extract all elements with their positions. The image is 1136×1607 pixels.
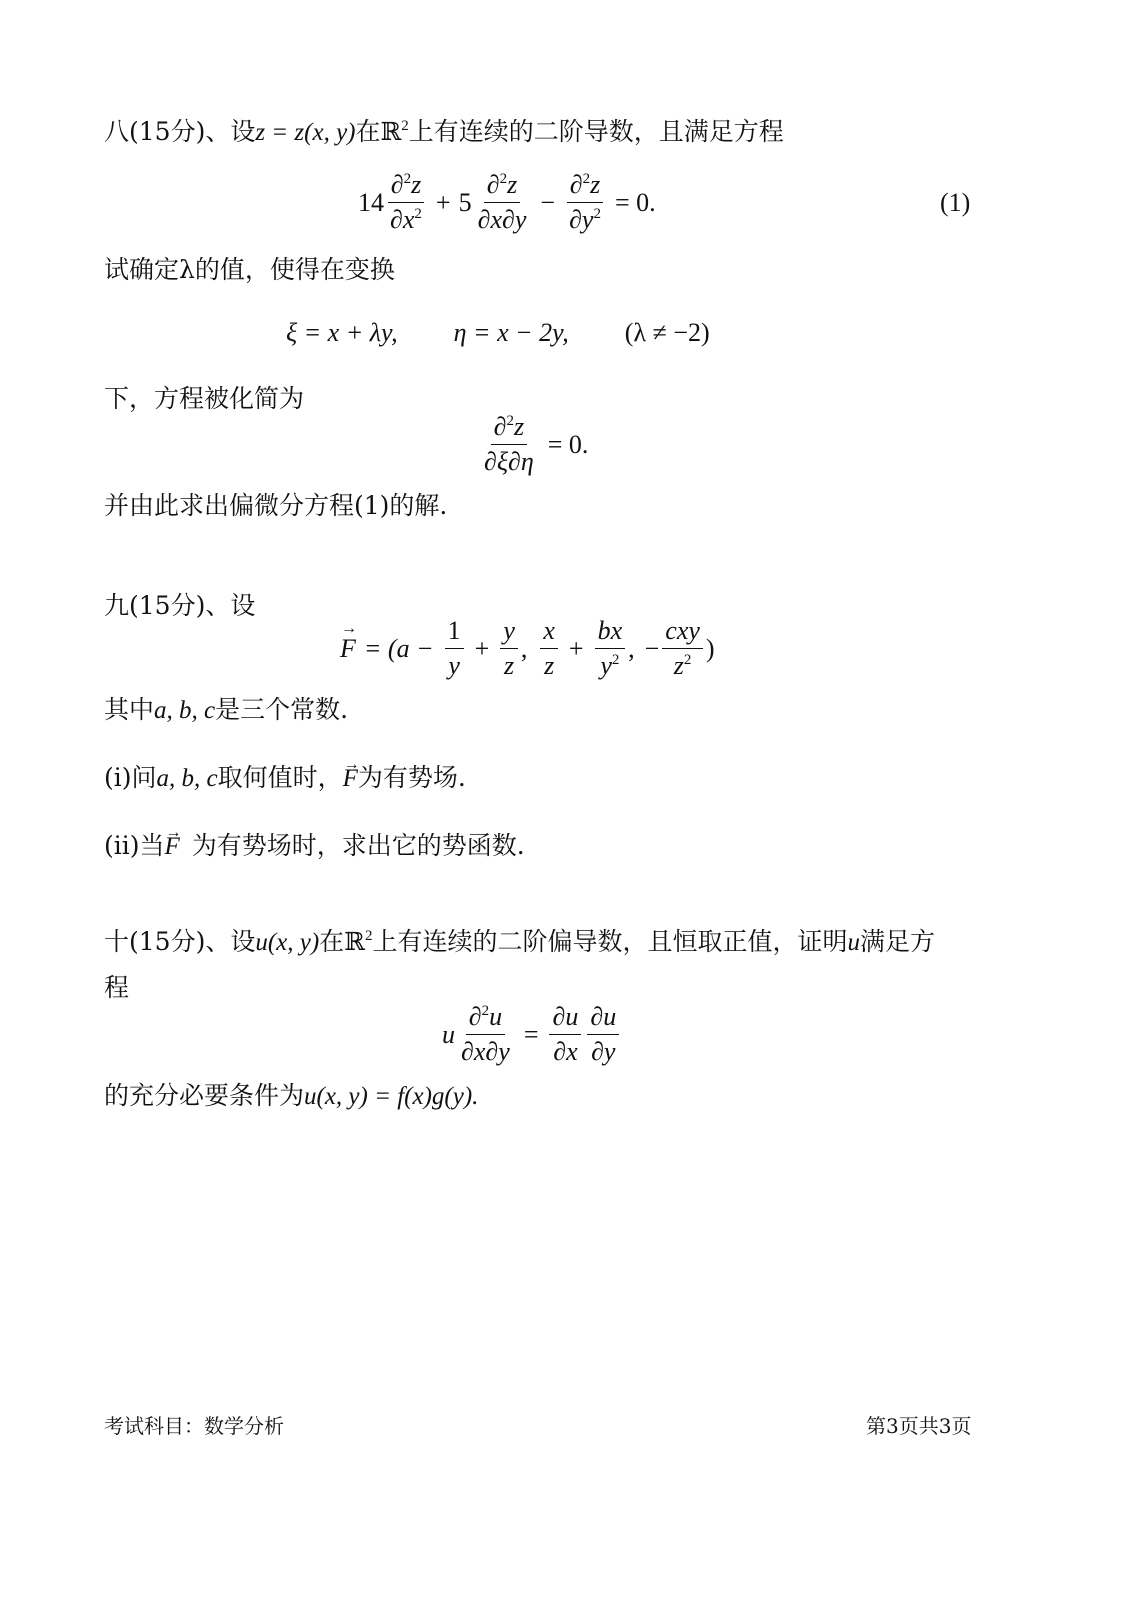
problem-8-line-2: 试确定λ的值，使得在变换 xyxy=(104,255,395,284)
partial-symbol: ∂ xyxy=(501,205,515,234)
numerator: bx xyxy=(595,616,626,649)
fraction-d2z-dxdy: $\frac{\partial^2z}{\partial x\partial y}$ xyxy=(477,170,527,234)
var-x: x xyxy=(490,205,502,234)
vector-F: → F xyxy=(340,634,356,664)
fraction-d2z-dx2: $\frac{\partial^2z}{\partial x^2}$ xyxy=(387,170,425,235)
real-space-symbol: ℝ xyxy=(380,119,402,146)
fraction-d2u-dxdy: $\frac{\partial^2u}{\partial x\partial y}$ xyxy=(461,1002,510,1066)
var-y: y xyxy=(603,1037,616,1066)
partial-symbol: ∂ xyxy=(477,205,491,234)
denominator: ∂ξ∂η xyxy=(484,447,534,476)
equals-zero: = 0. xyxy=(614,187,656,217)
var-u: u xyxy=(847,929,860,956)
question-i xyxy=(104,762,466,795)
var-y: y xyxy=(581,205,594,234)
equals-zero: = 0. xyxy=(547,429,589,459)
var-x: x xyxy=(473,1037,486,1066)
problem-8-header: 八(15分)、设 xyxy=(104,117,256,146)
field-open: = (a − xyxy=(363,633,434,663)
text: 为有势场. xyxy=(357,763,466,792)
var-z: z xyxy=(411,170,422,199)
fraction-du-dx xyxy=(549,1002,581,1067)
text: 的充分必要条件为 xyxy=(104,1081,305,1110)
text: (ii)当 xyxy=(104,831,165,860)
partial-symbol: ∂ xyxy=(486,170,500,199)
simplified-equation xyxy=(478,412,596,477)
text: 取何值时， xyxy=(217,763,343,792)
text-in: 在 xyxy=(319,927,345,956)
numerator: x xyxy=(540,616,558,649)
var-z: z xyxy=(590,170,601,199)
eta-definition: η = x − 2y, xyxy=(453,318,569,347)
constants: a, b, c xyxy=(156,765,218,792)
fraction-bx-over-y2: $\frac{bx}{y^2}$ xyxy=(595,616,626,681)
equation-label: (1) xyxy=(940,188,971,217)
partial-symbol: ∂ xyxy=(390,170,404,199)
problem-10-header: 十(15分)、设 xyxy=(104,927,256,956)
partial-symbol: ∂ xyxy=(553,1037,567,1066)
text-in: 在 xyxy=(355,117,381,146)
minus-sign: − xyxy=(540,187,556,217)
var-u: u xyxy=(603,1002,617,1031)
vector-F: → F xyxy=(165,831,180,863)
fraction-du-dy xyxy=(587,1002,619,1067)
fraction-d2z-dy2: $\frac{\partial^2z}{\partial y^2}$ xyxy=(566,170,604,235)
problem-8-text: 上有连续的二阶导数，且满足方程 xyxy=(408,117,784,146)
function-u: u(x, y) xyxy=(255,929,320,956)
problem-8-statement xyxy=(104,116,784,149)
coefficient: 5 xyxy=(458,187,472,217)
denominator: z xyxy=(544,651,555,680)
var-z: z xyxy=(507,170,518,199)
text: 上有连续的二阶偏导数，且恒取正值，证明 xyxy=(372,927,848,956)
numerator: y xyxy=(500,616,518,649)
plus-sign: + xyxy=(435,187,451,217)
var-y: y xyxy=(600,651,612,680)
var-z: z xyxy=(673,651,684,680)
var-y: y xyxy=(498,1037,510,1066)
text: 满足方 xyxy=(859,927,935,956)
problem-9-header: 九(15分)、设 xyxy=(104,591,256,620)
var-u: u xyxy=(565,1002,579,1031)
equals-sign: = xyxy=(523,1019,539,1049)
partial-symbol: ∂ xyxy=(591,1037,604,1066)
equation-1 xyxy=(358,170,664,235)
field-close: ) xyxy=(705,633,715,663)
problem-10-statement xyxy=(104,926,935,959)
var-z: z xyxy=(513,412,525,441)
function-z: z = z(x, y) xyxy=(255,119,356,146)
partial-symbol: ∂ xyxy=(390,205,403,234)
var-y: y xyxy=(514,205,527,234)
numerator: cxy xyxy=(662,616,703,649)
problem-10-line-3 xyxy=(104,1080,478,1113)
transformation xyxy=(286,318,710,348)
fraction-1-over-y xyxy=(445,616,464,681)
fraction-x-over-z xyxy=(540,616,558,681)
partial-symbol: ∂ xyxy=(569,205,582,234)
question-ii xyxy=(104,830,525,863)
plus-sign: + xyxy=(474,633,490,663)
minus-sign: − xyxy=(644,633,660,663)
text: 是三个常数. xyxy=(215,695,349,724)
lambda-condition: (λ ≠ −2) xyxy=(624,318,710,347)
exponent: 2 xyxy=(401,118,409,134)
plus-sign: + xyxy=(568,633,584,663)
equation-u xyxy=(442,1002,622,1067)
partial-symbol: ∂ xyxy=(461,1037,474,1066)
real-space-symbol: ℝ xyxy=(344,929,365,956)
partial-symbol: ∂ xyxy=(468,1002,482,1031)
condition-formula: u(x, y) = f(x)g(y). xyxy=(304,1083,479,1110)
constants: a, b, c xyxy=(154,697,216,724)
text: 为有势场时，求出它的势函数. xyxy=(191,831,525,860)
partial-symbol: ∂ xyxy=(552,1002,566,1031)
vector-F: → F xyxy=(343,763,358,795)
partial-symbol: ∂ xyxy=(590,1002,604,1031)
comma: , xyxy=(628,633,635,663)
xi-definition: ξ = x + λy, xyxy=(286,318,398,347)
text: 其中 xyxy=(104,695,155,724)
partial-symbol: ∂ xyxy=(493,412,507,441)
text: (i)问 xyxy=(104,763,157,792)
var-x: x xyxy=(566,1037,578,1066)
comma: , xyxy=(520,633,528,663)
denominator: z xyxy=(504,651,515,680)
var-u: u xyxy=(489,1002,503,1031)
problem-10-line-2: 程 xyxy=(104,973,130,1002)
vector-field-F xyxy=(340,616,715,681)
problem-8-line-3: 下，方程被化简为 xyxy=(104,384,305,413)
exam-subject: 考试科目：数学分析 xyxy=(104,1414,284,1438)
exponent: 2 xyxy=(364,928,373,944)
numerator: 1 xyxy=(445,616,464,649)
denominator: y xyxy=(448,651,460,680)
problem-8-line-4: 并由此求出偏微分方程(1)的解. xyxy=(104,491,448,520)
var-u: u xyxy=(442,1019,455,1049)
var-x: x xyxy=(402,205,415,234)
fraction-d2z-dxideta: $\frac{\partial^2z}{\partial\xi\partial\eta}$ xyxy=(481,412,537,477)
fraction-cxy-over-z2: $\frac{\text{cxy}}{z^2}$ xyxy=(662,616,703,681)
fraction-y-over-z xyxy=(500,616,518,681)
partial-symbol: ∂ xyxy=(569,170,583,199)
coefficient: 14 xyxy=(358,187,384,217)
partial-symbol: ∂ xyxy=(485,1037,499,1066)
problem-9-line-2 xyxy=(104,694,348,727)
page-number: 第3页共3页 xyxy=(866,1414,972,1438)
